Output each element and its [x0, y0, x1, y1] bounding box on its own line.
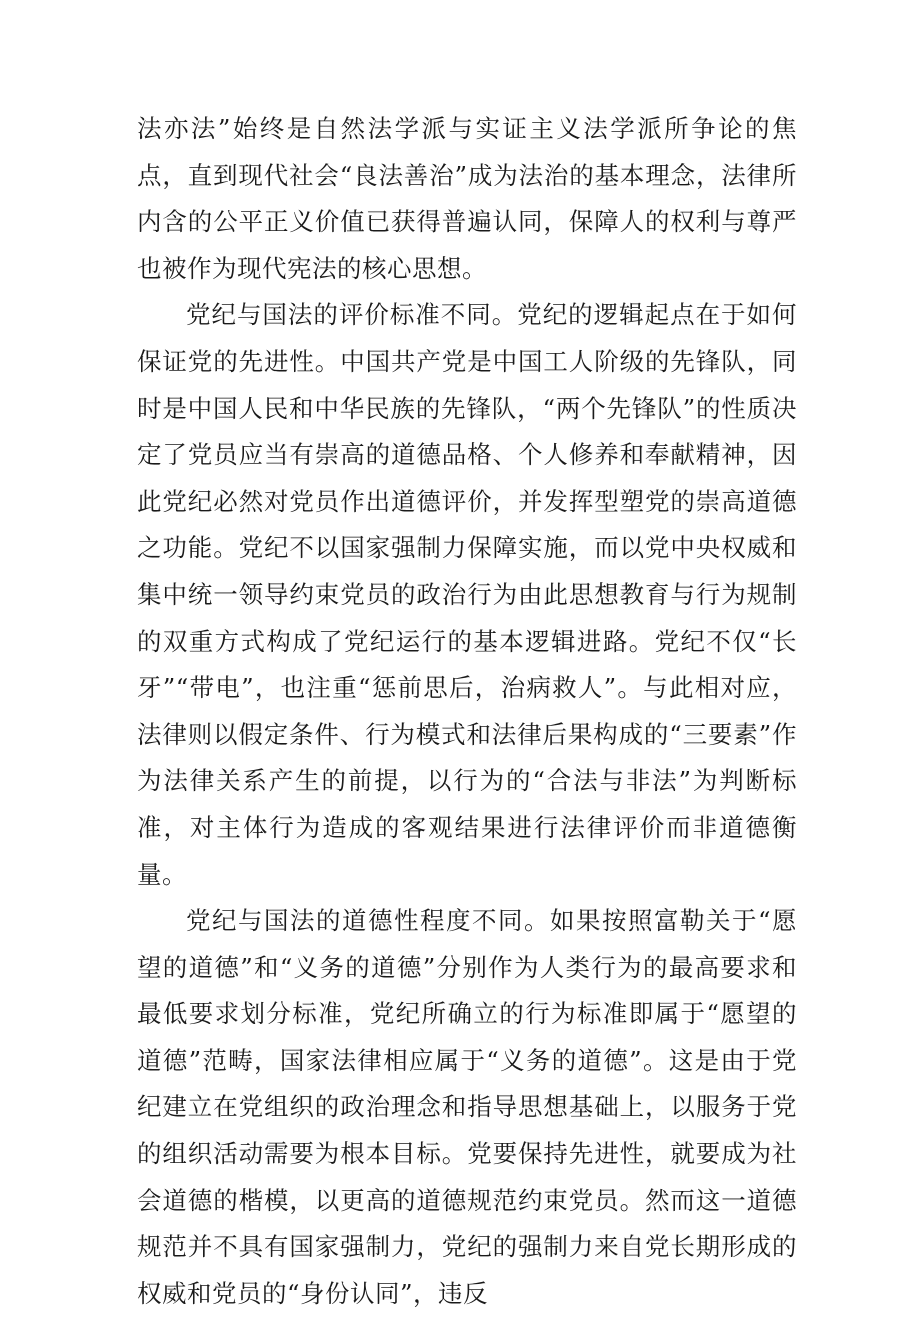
paragraph-continuation: 法亦法”始终是自然法学派与实证主义法学派所争论的焦点，直到现代社会“良法善治”成为法治的基本理念，法律所内含的公平正义价值已获得普遍认同，保障人的权利与尊严也被作为现代宪法的核心思想。	[137, 114, 797, 283]
paragraph-evaluation-standards: 党纪与国法的评价标准不同。党纪的逻辑起点在于如何保证党的先进性。中国共产党是中国工人阶级的先锋队，同时是中国人民和中华民族的先锋队，“两个先锋队”的性质决定了党员应当有崇高的道德品格、个人修养和奉献精神，因此党纪必然对党员作出道德评价，并发挥型塑党的崇高道德之功能。党纪不以国家强制力保障实施，而以党中央权威和集中统一领导约束党员的政治行为由此思想教育与行为规制的双重方式构成了党纪运行的基本逻辑进路。党纪不仅“长牙”“带电”，也注重“惩前思后，治病救人”。与此相对应，法律则以假定条件、行为模式和法律后果构成的“三要素”作为法律关系产生的前提，以行为的“合法与非法”为判断标准，对主体行为造成的客观结果进行法律评价而非道德衡量。	[137, 300, 797, 889]
paragraph-morality-degree: 党纪与国法的道德性程度不同。如果按照富勒关于“愿望的道德”和“义务的道德”分别作为人类行为的最高要求和最低要求划分标准，党纪所确立的行为标准即属于“愿望的道德”范畴，国家法律相应属于“义务的道德”。这是由于党纪建立在党组织的政治理念和指导思想基础上，以服务于党的组织活动需要为根本目标。党要保持先进性，就要成为社会道德的楷模，以更高的道德规范约束党员。然而这一道德规范并不具有国家强制力，党纪的强制力来自党长期形成的权威和党员的“身份认同”，违反	[137, 906, 797, 1308]
document-body	[137, 106, 797, 1317]
